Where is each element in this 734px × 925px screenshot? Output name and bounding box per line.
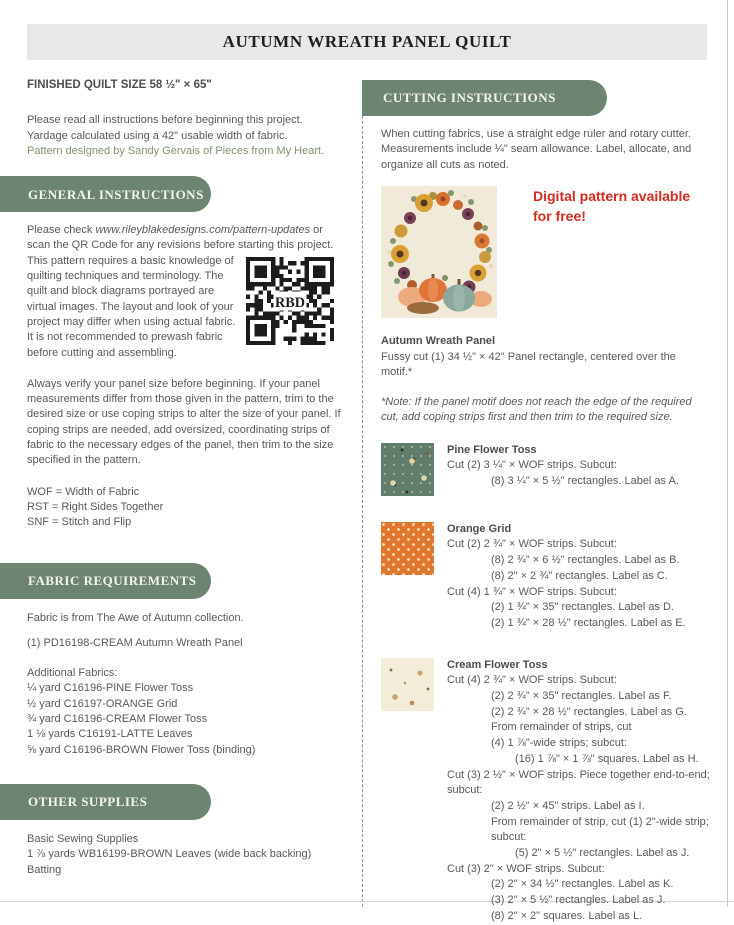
panel-cut-title: Autumn Wreath Panel	[381, 335, 496, 348]
cut-line: Cut (2) 3 ¼" × WOF strips. Subcut:	[447, 459, 617, 472]
cut-line: (2) 1 ¾" × 28 ½" rectangles. Label as E.	[491, 616, 686, 629]
svg-text:RBD: RBD	[274, 294, 306, 311]
other-supplies-list	[0, 832, 360, 878]
cut-line: Cut (4) 1 ¾" × WOF strips. Subcut:	[447, 585, 617, 598]
abbreviation-line: SNF = Stitch and Flip	[27, 516, 132, 529]
general-instructions-paragraph-1	[0, 223, 360, 361]
p1-text-mid: or scan the QR Code for any revisions before starting this project.	[27, 224, 334, 252]
intro-line: Please read all instructions before beginning this project.	[27, 114, 303, 127]
fabric-block-cream-flower-toss	[381, 658, 710, 925]
pine-fabric-swatch	[381, 443, 434, 496]
fabric-block-pine-flower-toss	[381, 443, 710, 496]
panel-fabric-line: (1) PD16198-CREAM Autumn Wreath Panel	[27, 636, 243, 649]
cut-line: (5) 2" × 5 ½" rectangles. Label as J.	[515, 847, 690, 860]
section-header-cutting-instructions	[362, 80, 607, 116]
cut-line: (3) 2" × 5 ½" rectangles. Label as J.	[491, 894, 666, 907]
cutting-intro-paragraph: When cutting fabrics, use a straight edge ruler and rotary cutter. Measurements include ¼" seam allowance. Label, allocate, and organize all cuts as noted.	[381, 128, 692, 171]
fabric-name: Orange Grid	[447, 522, 512, 535]
page-title: AUTUMN WREATH PANEL QUILT	[222, 32, 512, 52]
general-instructions-paragraph-2: Always verify your panel size before beginning. If your panel measurements differ from those given in the pattern, trim to the desired size or use coping strips to alter the size of your panel. If coping strips are needed, add oversized, coordinating strips of fabric to the necessary edges of the panel, then trim to the size specified in the pattern.	[27, 377, 341, 467]
digital-pattern-note: Digital pattern available for free!	[533, 188, 691, 225]
fabric-name: Cream Flower Toss	[447, 658, 548, 671]
fabric-cuts-orange-grid	[447, 522, 710, 632]
cut-line: (4) 1 ⅞"-wide strips; subcut:	[491, 737, 627, 750]
finished-quilt-size: FINISHED QUILT SIZE 58 ½" × 65"	[27, 79, 212, 91]
fabric-name: Pine Flower Toss	[447, 443, 537, 456]
abbreviations-list	[0, 485, 360, 531]
p1-text-pre: Please check	[27, 224, 96, 237]
cut-line: From remainder of strips, cut	[491, 721, 632, 734]
additional-fabrics-list	[27, 681, 346, 757]
cut-line: (8) 3 ¼" × 5 ½" rectangles. Label as A.	[491, 475, 679, 488]
fabric-cuts-pine-flower-toss	[447, 443, 710, 490]
intro-paragraph	[0, 113, 360, 144]
designer-credit: Pattern designed by Sandy Gervais of Pieces from My Heart.	[27, 144, 325, 157]
panel-note: *Note: If the panel motif does not reach the edge of the required cut, add coping strips first and then trim to the required size.	[381, 396, 692, 424]
cut-line: (2) 2" × 34 ½" rectangles. Label as K.	[491, 878, 674, 891]
orange-fabric-swatch	[381, 522, 434, 575]
section-header-general-instructions	[0, 176, 211, 212]
panel-image-row	[362, 186, 734, 318]
cut-line: Cut (3) 2 ½" × WOF strips. Piece together end-to-end; subcut:	[447, 768, 710, 797]
intro-line: Yardage calculated using a 42" usable width of fabric.	[27, 129, 288, 142]
abbreviation-line: RST = Right Sides Together	[27, 500, 164, 513]
additional-fabric-line: 1 ⅛ yards C16191-LATTE Leaves	[27, 728, 193, 741]
cut-line: Cut (3) 2" × WOF strips. Subcut:	[447, 862, 605, 875]
autumn-wreath-panel-image	[381, 186, 497, 318]
additional-fabric-line: ½ yard C16197-ORANGE Grid	[27, 697, 178, 710]
additional-fabric-line: ⅝ yard C16196-BROWN Flower Toss (binding)	[27, 743, 256, 756]
cut-line: Cut (4) 2 ¾" × WOF strips. Subcut:	[447, 674, 617, 687]
supply-line: Batting	[27, 863, 62, 876]
additional-fabric-line: ¾ yard C16196-CREAM Flower Toss	[27, 713, 208, 726]
right-column	[362, 0, 734, 925]
cut-line: (2) 2 ½" × 45" strips. Label as I.	[491, 799, 645, 812]
section-heading-label: GENERAL INSTRUCTIONS	[28, 186, 204, 202]
abbreviation-line: WOF = Width of Fabric	[27, 485, 140, 498]
qr-code	[246, 257, 334, 345]
fabric-cutting-blocks	[362, 443, 734, 925]
section-heading-label: OTHER SUPPLIES	[28, 794, 148, 810]
fabric-block-orange-grid	[381, 522, 710, 632]
section-header-fabric-requirements	[0, 563, 211, 599]
p1-text-rest: This pattern requires a basic knowledge of quilting techniques and terminology. The quilt and block diagrams portrayed are virtual images. The layout and look of your project may differ when using actual fabric. It is not recommended to prewash fabric before cutting and assembling.	[27, 254, 236, 359]
cut-line: (8) 2" × 2 ¾" rectangles. Label as C.	[491, 569, 668, 582]
additional-fabric-line: ¼ yard C16196-PINE Flower Toss	[27, 682, 194, 695]
cream-fabric-swatch	[381, 658, 434, 711]
pattern-updates-link[interactable]: www.rileyblakedesigns.com/pattern-updates	[95, 224, 311, 237]
section-heading-label: CUTTING INSTRUCTIONS	[383, 90, 556, 106]
section-heading-label: FABRIC REQUIREMENTS	[28, 572, 197, 588]
section-header-other-supplies	[0, 784, 211, 820]
cut-line: (8) 2 ¾" × 6 ½" rectangles. Label as B.	[491, 554, 680, 567]
cut-line: (2) 2 ¾" × 28 ½" rectangles. Label as G.	[491, 705, 687, 718]
cut-line: (16) 1 ⅞" × 1 ⅞" squares. Label as H.	[515, 752, 699, 765]
left-column	[0, 60, 360, 878]
cut-line: Cut (2) 2 ¾" × WOF strips. Subcut:	[447, 538, 617, 551]
cut-line: (8) 2" × 2" squares. Label as L.	[491, 909, 643, 922]
supply-line: 1 ⅞ yards WB16199-BROWN Leaves (wide back backing)	[27, 848, 312, 861]
cut-line: (2) 2 ¾" × 35" rectangles. Label as F.	[491, 690, 672, 703]
cut-line: (2) 1 ¾" × 35" rectangles. Label as D.	[491, 601, 674, 614]
collection-line: Fabric is from The Awe of Autumn collection.	[27, 611, 244, 624]
cut-line: From remainder of strip, cut (1) 2"-wide strip; subcut:	[491, 815, 709, 844]
fabric-cuts-cream-flower-toss	[447, 658, 710, 925]
additional-fabrics-block	[0, 666, 360, 758]
panel-cut-instructions: Fussy cut (1) 34 ½" × 42" Panel rectangle, centered over the motif.*	[381, 350, 676, 378]
supply-line: Basic Sewing Supplies	[27, 832, 139, 845]
additional-fabrics-heading: Additional Fabrics:	[27, 667, 118, 680]
